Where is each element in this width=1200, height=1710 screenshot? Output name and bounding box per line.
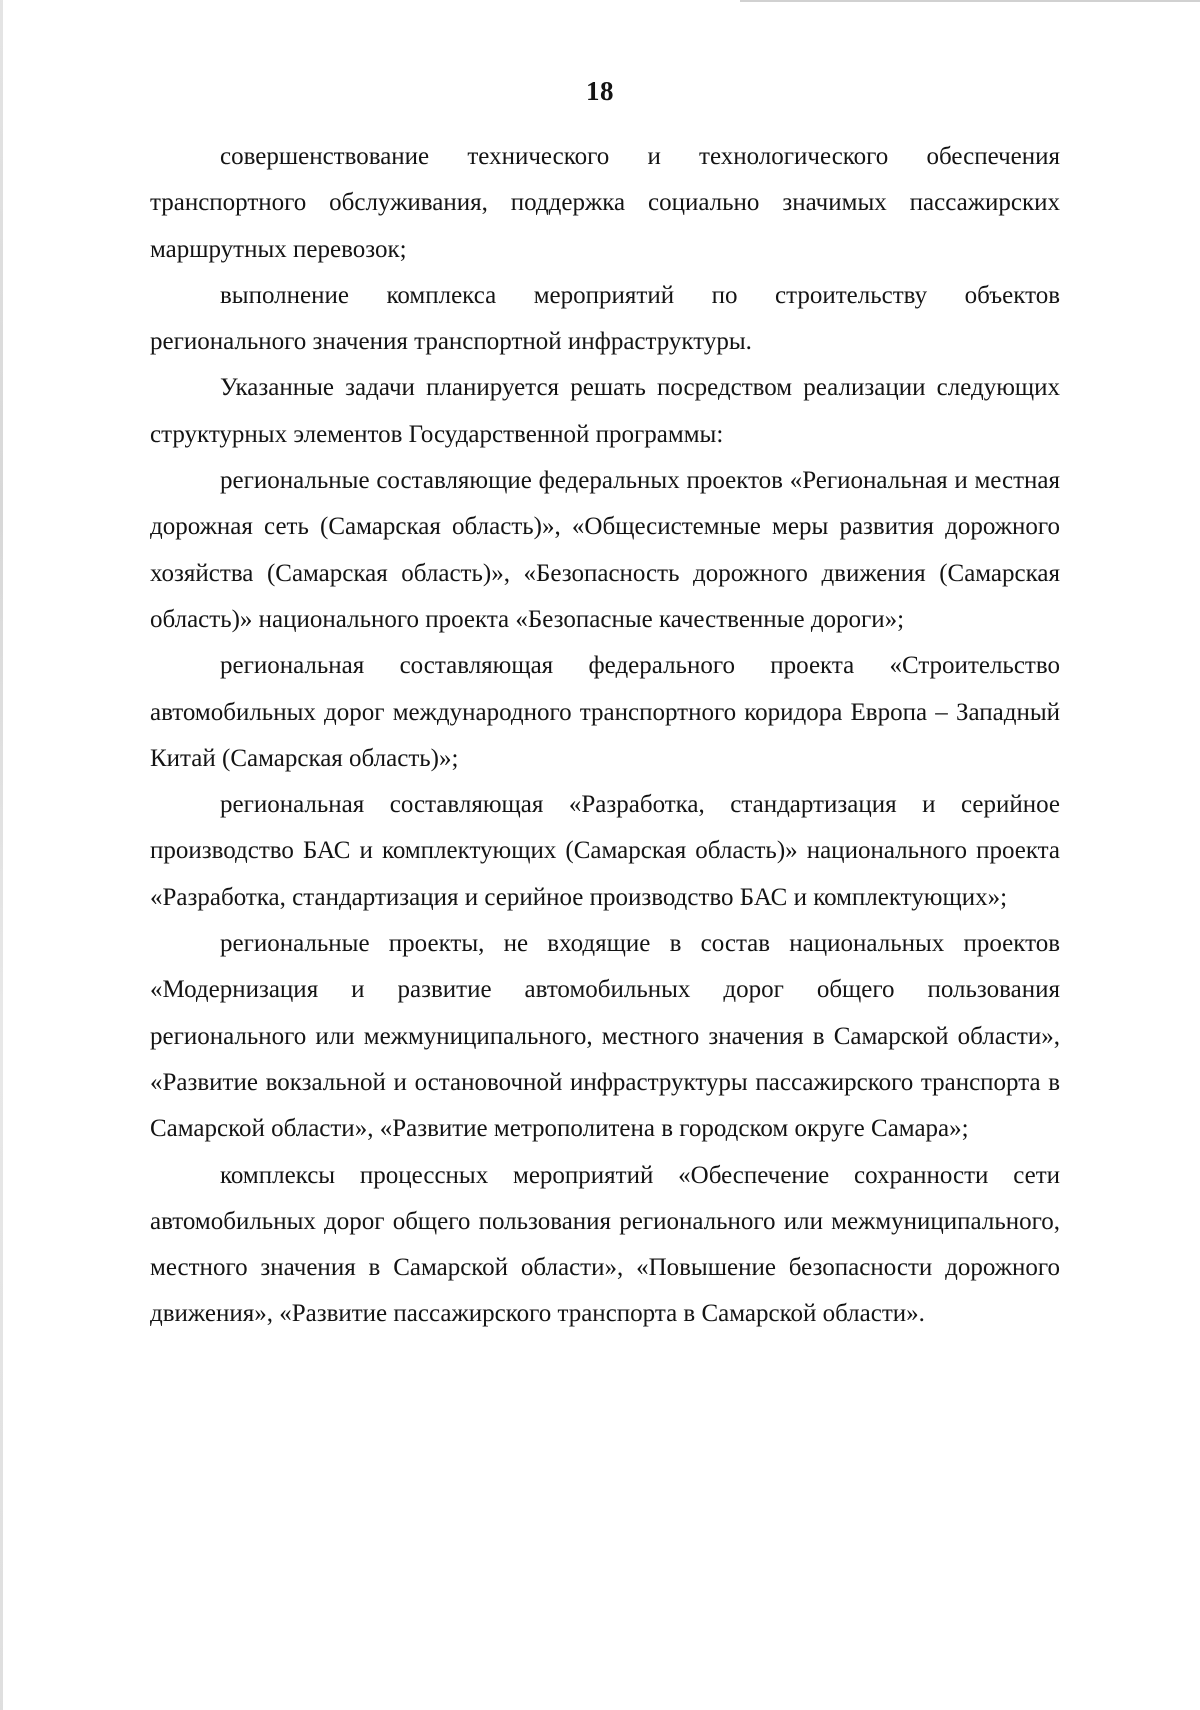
paragraph-uav-production: региональная составляющая «Разработка, стандартизация и серийное производство БАС и комплектующих (Самарская область)» национального проекта «Разработка, стандартизация и серийное производство БАС и комплектующих»; <box>150 791 1060 911</box>
paragraph-europe-china-corridor: региональная составляющая федерального проекта «Строительство автомобильных дорог международного транспортного коридора Европа – Западный Китай (Самарская область)»; <box>150 652 1060 772</box>
paragraph-tasks-intro: Указанные задачи планируется решать посредством реализации следующих структурных элементов Государственной программы: <box>150 374 1060 448</box>
paragraph-federal-road-projects: региональные составляющие федеральных проектов «Региональная и местная дорожная сеть (Самарская область)», «Общесистемные меры развития дорожного хозяйства (Самарская область)», «Безопасность дорожного движения (Самарская область)» национального проекта «Безопасные качественные дороги»; <box>150 467 1060 633</box>
scan-edge-top <box>740 0 1200 2</box>
paragraph-transport-service: совершенствование технического и технологического обеспечения транспортного обслуживания, поддержка социально значимых пассажирских маршрутных перевозок; <box>150 143 1060 263</box>
document-body <box>150 134 1060 1338</box>
page-number: 18 <box>586 76 614 106</box>
paragraph-regional-projects: региональные проекты, не входящие в состав национальных проектов «Модернизация и развитие автомобильных дорог общего пользования регионального или межмуниципального, местного значения в Самарской области», «Развитие вокзальной и остановочной инфраструктуры пассажирского транспорта в Самарской области», «Развитие метрополитена в городском округе Самара»; <box>150 930 1060 1143</box>
scan-edge-left <box>0 0 3 1710</box>
paragraph-process-measures: комплексы процессных мероприятий «Обеспечение сохранности сети автомобильных дорог общего пользования регионального или межмуниципального, местного значения в Самарской области», «Повышение безопасности дорожного движения», «Развитие пассажирского транспорта в Самарской области». <box>150 1161 1060 1328</box>
paragraph-infrastructure-construction: выполнение комплекса мероприятий по строительству объектов регионального значения транспортной инфраструктуры. <box>150 281 1060 356</box>
